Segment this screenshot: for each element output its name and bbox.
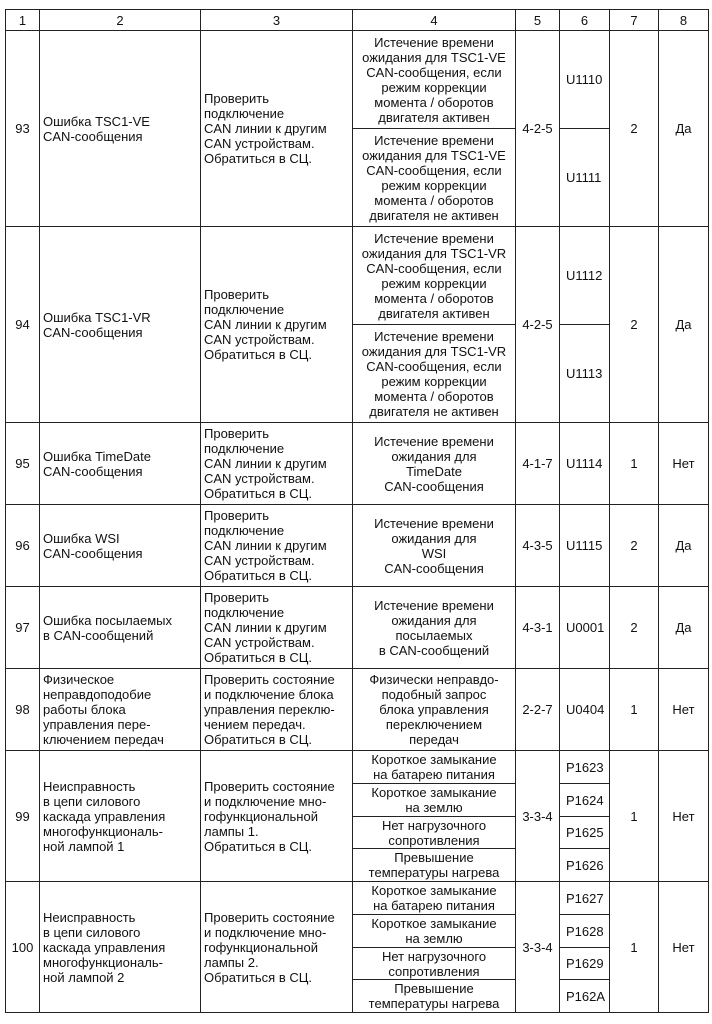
dtc-code: U1110 — [560, 31, 610, 129]
dtc-code: P162A — [560, 980, 610, 1013]
corrective-action-line: Обратиться в СЦ. — [204, 347, 312, 362]
dtc-code: U1113 — [560, 325, 610, 423]
fault-name-line: Ошибка TSC1-VR — [43, 309, 151, 325]
fault-name-line: Ошибка WSI — [43, 530, 120, 546]
row-number: 100 — [6, 882, 40, 1013]
fault-name-line: Ошибка TimeDate — [43, 448, 151, 464]
fault-condition-line: Истечение времени — [374, 328, 494, 344]
fault-name — [40, 587, 201, 669]
corrective-action-line: гофункциональной — [204, 939, 318, 955]
corrective-action-line: подключение — [204, 106, 285, 121]
corrective-action-line: Проверить — [204, 287, 270, 302]
warning-flag: Да — [659, 505, 709, 587]
fault-name-line: каскада управления — [43, 808, 166, 824]
dtc-code: P1628 — [560, 915, 610, 948]
fault-condition — [353, 423, 516, 505]
dtc-code: U1114 — [560, 423, 610, 505]
table-row — [6, 751, 709, 784]
fault-name-line: в цепи силового — [43, 793, 141, 809]
fault-condition-line: сопротивления — [388, 832, 480, 848]
warning-flag: Да — [659, 31, 709, 227]
corrective-action-line: Проверить состояние — [204, 778, 335, 794]
fault-condition — [353, 129, 516, 227]
table-row — [6, 227, 709, 325]
fault-condition-line: Короткое замыкание — [371, 752, 497, 767]
warning-flag: Да — [659, 587, 709, 669]
corrective-action-line: подключение — [204, 523, 285, 538]
corrective-action — [201, 423, 353, 505]
dtc-code: P1627 — [560, 882, 610, 915]
fault-condition-line: CAN-сообщения, если — [366, 358, 502, 374]
fault-name-line: управления пере- — [43, 717, 151, 732]
blink-code: 4-2-5 — [516, 227, 560, 423]
row-number: 93 — [6, 31, 40, 227]
fault-condition-line: CAN-сообщения — [384, 560, 484, 576]
fault-condition-line: в CAN-сообщений — [378, 642, 490, 658]
fault-name — [40, 423, 201, 505]
fault-condition — [353, 325, 516, 423]
corrective-action-line: и подключение мно- — [204, 793, 327, 809]
fault-condition-line: Превышение — [394, 850, 474, 865]
fault-condition-line: Превышение — [394, 981, 474, 996]
fault-condition-line: на землю — [405, 931, 463, 946]
blink-code: 4-1-7 — [516, 423, 560, 505]
corrective-action-line: CAN линии к другим — [204, 538, 327, 553]
corrective-action-line: Обратиться в СЦ. — [204, 969, 312, 985]
corrective-action-line: и подключение мно- — [204, 924, 327, 940]
corrective-action-line: CAN устройствам. — [204, 332, 315, 347]
fault-condition-line: ожидания для TSC1-VR — [361, 245, 507, 261]
fault-condition-line: момента / оборотов — [374, 290, 494, 306]
fault-name-line: Неисправность — [43, 778, 136, 794]
corrective-action-line: подключение — [204, 302, 285, 317]
blink-code: 3-3-4 — [516, 882, 560, 1013]
fault-condition-line: Истечение времени — [374, 433, 494, 449]
fault-condition — [353, 751, 516, 784]
blink-code: 4-2-5 — [516, 31, 560, 227]
table-row — [6, 31, 709, 129]
corrective-action-line: Обратиться в СЦ. — [204, 486, 312, 501]
dtc-code: P1625 — [560, 817, 610, 849]
header-cell: 8 — [659, 10, 709, 31]
fault-name-line: CAN-сообщения — [43, 545, 143, 561]
fault-name — [40, 882, 201, 1013]
fault-condition-line: TimeDate — [406, 463, 462, 479]
corrective-action-line: лампы 1. — [204, 823, 259, 839]
corrective-action-line: Проверить состояние — [204, 672, 335, 687]
corrective-action — [201, 505, 353, 587]
fault-condition-line: Истечение времени — [374, 230, 494, 246]
fault-name-line: Неисправность — [43, 909, 136, 925]
fault-name-line: работы блока — [43, 702, 126, 717]
fault-name — [40, 505, 201, 587]
fault-condition-line: ожидания для — [391, 530, 477, 546]
severity-level: 1 — [610, 669, 659, 751]
corrective-action — [201, 31, 353, 227]
fault-condition-line: момента / оборотов — [374, 94, 494, 110]
warning-flag: Нет — [659, 669, 709, 751]
fault-condition-line: сопротивления — [388, 963, 480, 979]
warning-flag: Нет — [659, 423, 709, 505]
fault-condition-line: двигателя не активен — [369, 207, 499, 223]
corrective-action-line: CAN линии к другим — [204, 317, 327, 332]
fault-name-line: в цепи силового — [43, 924, 141, 940]
table-row — [6, 587, 709, 669]
fault-name-line: Ошибка посылаемых — [43, 612, 173, 628]
corrective-action-line: Обратиться в СЦ. — [204, 568, 312, 583]
fault-condition-line: подобный запрос — [381, 687, 487, 702]
corrective-action-line: подключение — [204, 441, 285, 456]
fault-condition — [353, 980, 516, 1013]
fault-condition-line: на землю — [405, 800, 463, 815]
fault-condition-line: Нет нагрузочного — [381, 948, 487, 964]
fault-name-line: Физическое — [43, 672, 115, 687]
corrective-action-line: подключение — [204, 605, 285, 620]
fault-name-line: CAN-сообщения — [43, 128, 143, 144]
table-row — [6, 882, 709, 915]
corrective-action — [201, 587, 353, 669]
fault-condition — [353, 849, 516, 882]
fault-name-line: неправдоподобие — [43, 687, 152, 702]
blink-code: 4-3-1 — [516, 587, 560, 669]
blink-code: 2-2-7 — [516, 669, 560, 751]
corrective-action-line: CAN устройствам. — [204, 635, 315, 650]
fault-condition-line: режим коррекции — [381, 177, 487, 193]
table-row — [6, 505, 709, 587]
row-number: 94 — [6, 227, 40, 423]
corrective-action — [201, 882, 353, 1013]
fault-condition-line: CAN-сообщения — [384, 478, 484, 494]
fault-condition-line: Физически неправдо- — [369, 672, 499, 687]
fault-condition-line: WSI — [421, 545, 447, 561]
dtc-code: U0404 — [560, 669, 610, 751]
severity-level: 2 — [610, 587, 659, 669]
fault-condition-line: переключением — [385, 717, 483, 732]
fault-condition-line: момента / оборотов — [374, 192, 494, 208]
fault-condition-line: момента / оборотов — [374, 388, 494, 404]
corrective-action — [201, 227, 353, 423]
dtc-code: U1111 — [560, 129, 610, 227]
row-number: 99 — [6, 751, 40, 882]
dtc-code: U1115 — [560, 505, 610, 587]
fault-condition-line: ожидания для — [391, 612, 477, 628]
severity-level: 1 — [610, 423, 659, 505]
fault-name — [40, 751, 201, 882]
blink-code: 4-3-5 — [516, 505, 560, 587]
fault-condition — [353, 882, 516, 915]
fault-condition-line: ожидания для TSC1-VE — [362, 49, 506, 65]
blink-code: 3-3-4 — [516, 751, 560, 882]
corrective-action-line: CAN линии к другим — [204, 456, 327, 471]
fault-condition-line: Истечение времени — [374, 34, 494, 50]
fault-condition-line: Истечение времени — [374, 132, 494, 148]
fault-name-line: CAN-сообщения — [43, 463, 143, 479]
header-cell: 2 — [40, 10, 201, 31]
fault-name-line: ной лампой 2 — [43, 969, 125, 985]
fault-name-line: многофункциональ- — [43, 954, 163, 970]
fault-condition-line: CAN-сообщения, если — [366, 64, 502, 80]
fault-name-line: CAN-сообщения — [43, 324, 143, 340]
dtc-code: U1112 — [560, 227, 610, 325]
fault-name — [40, 227, 201, 423]
corrective-action-line: CAN устройствам. — [204, 136, 315, 151]
fault-condition — [353, 784, 516, 817]
fault-condition-line: CAN-сообщения, если — [366, 260, 502, 276]
corrective-action — [201, 669, 353, 751]
corrective-action-line: Обратиться в СЦ. — [204, 838, 312, 854]
fault-name — [40, 669, 201, 751]
fault-name-line: каскада управления — [43, 939, 166, 955]
corrective-action-line: CAN линии к другим — [204, 620, 327, 635]
fault-condition-line: передач — [409, 732, 459, 747]
fault-condition-line: двигателя активен — [378, 109, 490, 125]
fault-condition — [353, 505, 516, 587]
fault-name-line: ключением передач — [43, 732, 164, 747]
header-cell: 4 — [353, 10, 516, 31]
fault-condition — [353, 948, 516, 980]
fault-condition-line: двигателя активен — [378, 305, 490, 321]
fault-condition-line: блока управления — [379, 702, 489, 717]
fault-name-line: ной лампой 1 — [43, 838, 125, 854]
corrective-action-line: CAN линии к другим — [204, 121, 327, 136]
dtc-code: U0001 — [560, 587, 610, 669]
fault-condition — [353, 227, 516, 325]
fault-condition-line: температуры нагрева — [368, 865, 500, 880]
corrective-action-line: Проверить — [204, 508, 270, 523]
row-number: 95 — [6, 423, 40, 505]
severity-level: 1 — [610, 751, 659, 882]
fault-condition-line: двигателя не активен — [369, 403, 499, 419]
fault-name-line: многофункциональ- — [43, 823, 163, 839]
corrective-action-line: Проверить — [204, 590, 270, 605]
diagnostic-table — [5, 9, 709, 1013]
table-row — [6, 669, 709, 751]
corrective-action-line: Обратиться в СЦ. — [204, 151, 312, 166]
fault-condition — [353, 31, 516, 129]
dtc-code: P1623 — [560, 751, 610, 784]
corrective-action-line: CAN устройствам. — [204, 471, 315, 486]
corrective-action-line: чением передач. — [204, 717, 306, 732]
corrective-action-line: управления переклю- — [204, 702, 335, 717]
fault-condition-line: Нет нагрузочного — [381, 817, 487, 833]
severity-level: 2 — [610, 227, 659, 423]
corrective-action-line: Проверить состояние — [204, 909, 335, 925]
fault-condition-line: Истечение времени — [374, 597, 494, 613]
warning-flag: Нет — [659, 751, 709, 882]
fault-condition-line: ожидания для — [391, 448, 477, 464]
fault-condition-line: посылаемых — [395, 627, 473, 643]
severity-level: 1 — [610, 882, 659, 1013]
fault-name — [40, 31, 201, 227]
corrective-action-line: Обратиться в СЦ. — [204, 732, 312, 747]
fault-name-line: Ошибка TSC1-VE — [43, 113, 150, 129]
fault-condition-line: ожидания для TSC1-VR — [361, 343, 507, 359]
row-number: 96 — [6, 505, 40, 587]
corrective-action-line: и подключение блока — [204, 687, 334, 702]
dtc-code: P1626 — [560, 849, 610, 882]
fault-condition-line: Короткое замыкание — [371, 785, 497, 800]
fault-condition-line: режим коррекции — [381, 79, 487, 95]
dtc-code: P1629 — [560, 948, 610, 980]
row-number: 98 — [6, 669, 40, 751]
fault-condition-line: на батарею питания — [373, 898, 495, 913]
header-row — [6, 10, 709, 31]
header-cell: 1 — [6, 10, 40, 31]
warning-flag: Нет — [659, 882, 709, 1013]
corrective-action-line: гофункциональной — [204, 808, 318, 824]
header-cell: 5 — [516, 10, 560, 31]
severity-level: 2 — [610, 505, 659, 587]
dtc-code: P1624 — [560, 784, 610, 817]
severity-level: 2 — [610, 31, 659, 227]
row-number: 97 — [6, 587, 40, 669]
fault-condition-line: CAN-сообщения, если — [366, 162, 502, 178]
corrective-action — [201, 751, 353, 882]
corrective-action-line: Обратиться в СЦ. — [204, 650, 312, 665]
corrective-action-line: лампы 2. — [204, 954, 259, 970]
fault-condition-line: режим коррекции — [381, 373, 487, 389]
header-cell: 7 — [610, 10, 659, 31]
fault-condition-line: Короткое замыкание — [371, 883, 497, 898]
fault-condition-line: температуры нагрева — [368, 996, 500, 1011]
fault-condition-line: Истечение времени — [374, 515, 494, 531]
header-cell: 3 — [201, 10, 353, 31]
fault-condition — [353, 587, 516, 669]
fault-condition — [353, 817, 516, 849]
corrective-action-line: Проверить — [204, 426, 270, 441]
fault-condition-line: режим коррекции — [381, 275, 487, 291]
corrective-action-line: Проверить — [204, 91, 270, 106]
corrective-action-line: CAN устройствам. — [204, 553, 315, 568]
fault-condition-line: Короткое замыкание — [371, 916, 497, 931]
fault-condition-line: ожидания для TSC1-VE — [362, 147, 506, 163]
header-cell: 6 — [560, 10, 610, 31]
fault-condition — [353, 669, 516, 751]
fault-condition-line: на батарею питания — [373, 767, 495, 782]
table-row — [6, 423, 709, 505]
fault-condition — [353, 915, 516, 948]
fault-name-line: в CAN-сообщений — [43, 627, 154, 643]
warning-flag: Да — [659, 227, 709, 423]
